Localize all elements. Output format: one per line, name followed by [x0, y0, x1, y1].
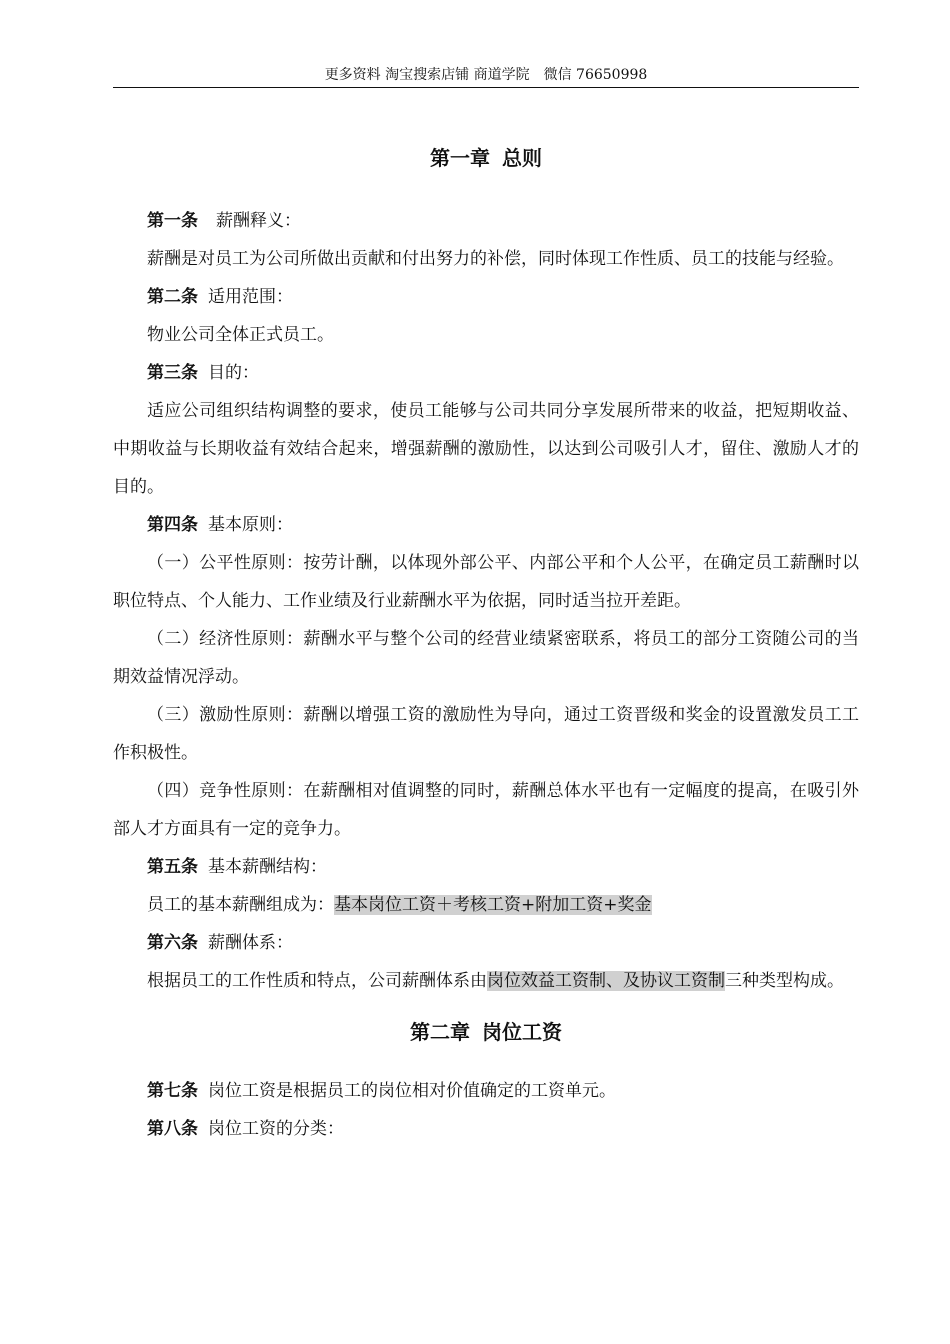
article-4-principle-4: （四）竞争性原则：在薪酬相对值调整的同时，薪酬总体水平也有一定幅度的提高，在吸引外部人才方面具有一定的竞争力。 — [113, 781, 859, 839]
article-4-title: 基本原则： — [208, 515, 293, 535]
article-6-heading — [113, 924, 859, 962]
article-4-principle-1: （一）公平性原则：按劳计酬，以体现外部公平、内部公平和个人公平，在确定员工薪酬时以职位特点、个人能力、工作业绩及行业薪酬水平为依据，同时适当拉开差距。 — [113, 553, 859, 611]
article-7-label: 第七条 — [147, 1081, 198, 1101]
article-4-principle-3: （三）激励性原则：薪酬以增强工资的激励性为导向，通过工资晋级和奖金的设置激发员工工作积极性。 — [113, 705, 859, 763]
article-1-heading — [113, 202, 859, 240]
article-6-title: 薪酬体系： — [208, 933, 293, 953]
article-1-title: 薪酬释义： — [216, 211, 301, 231]
header-divider — [113, 87, 859, 88]
article-3-label: 第三条 — [147, 363, 198, 383]
article-4-label: 第四条 — [147, 515, 198, 535]
article-7-title: 岗位工资是根据员工的岗位相对价值确定的工资单元。 — [208, 1081, 616, 1101]
article-6-body — [113, 962, 859, 1000]
article-2-heading — [113, 278, 859, 316]
chapter-2-name: 岗位工资 — [482, 1020, 562, 1044]
chapter-1-number: 第一章 — [430, 146, 490, 170]
article-3-heading — [113, 354, 859, 392]
article-8-heading — [113, 1110, 859, 1148]
article-4-heading — [113, 506, 859, 544]
article-1-body: 薪酬是对员工为公司所做出贡献和付出努力的补偿，同时体现工作性质、员工的技能与经验。 — [147, 249, 844, 269]
article-5-body-text: 员工的基本薪酬组成为： — [147, 895, 334, 915]
article-8-label: 第八条 — [147, 1119, 198, 1139]
article-6-label: 第六条 — [147, 933, 198, 953]
page-header: 更多资料 淘宝搜索店铺 商道学院 微信 76650998 — [324, 67, 648, 83]
chapter-1-name: 总则 — [502, 146, 542, 170]
article-6-body-post: 三种类型构成。 — [725, 971, 844, 991]
article-5-highlight: 基本岗位工资＋考核工资+附加工资+奖金 — [334, 895, 652, 915]
article-5-title: 基本薪酬结构： — [208, 857, 327, 877]
article-2-label: 第二条 — [147, 287, 198, 307]
article-2-title: 适用范围： — [208, 287, 293, 307]
chapter-1-title — [113, 138, 859, 178]
article-6-highlight: 岗位效益工资制、及协议工资制 — [487, 971, 725, 991]
article-3-title: 目的： — [208, 363, 259, 383]
article-5-heading — [113, 848, 859, 886]
article-1-label: 第一条 — [147, 211, 198, 231]
article-5-label: 第五条 — [147, 857, 198, 877]
chapter-2-number: 第二章 — [410, 1020, 470, 1044]
article-8-title: 岗位工资的分类： — [208, 1119, 344, 1139]
document-body — [113, 138, 859, 1148]
article-3-body: 适应公司组织结构调整的要求，使员工能够与公司共同分享发展所带来的收益，把短期收益、中期收益与长期收益有效结合起来，增强薪酬的激励性，以达到公司吸引人才，留住、激励人才的目的。 — [113, 401, 859, 497]
article-4-principle-2: （二）经济性原则：薪酬水平与整个公司的经营业绩紧密联系，将员工的部分工资随公司的当期效益情况浮动。 — [113, 629, 859, 687]
chapter-2-title — [113, 1012, 859, 1052]
article-5-body — [113, 886, 859, 924]
article-6-body-pre: 根据员工的工作性质和特点，公司薪酬体系由 — [147, 971, 487, 991]
article-7-heading — [113, 1072, 859, 1110]
article-2-body: 物业公司全体正式员工。 — [147, 325, 334, 345]
